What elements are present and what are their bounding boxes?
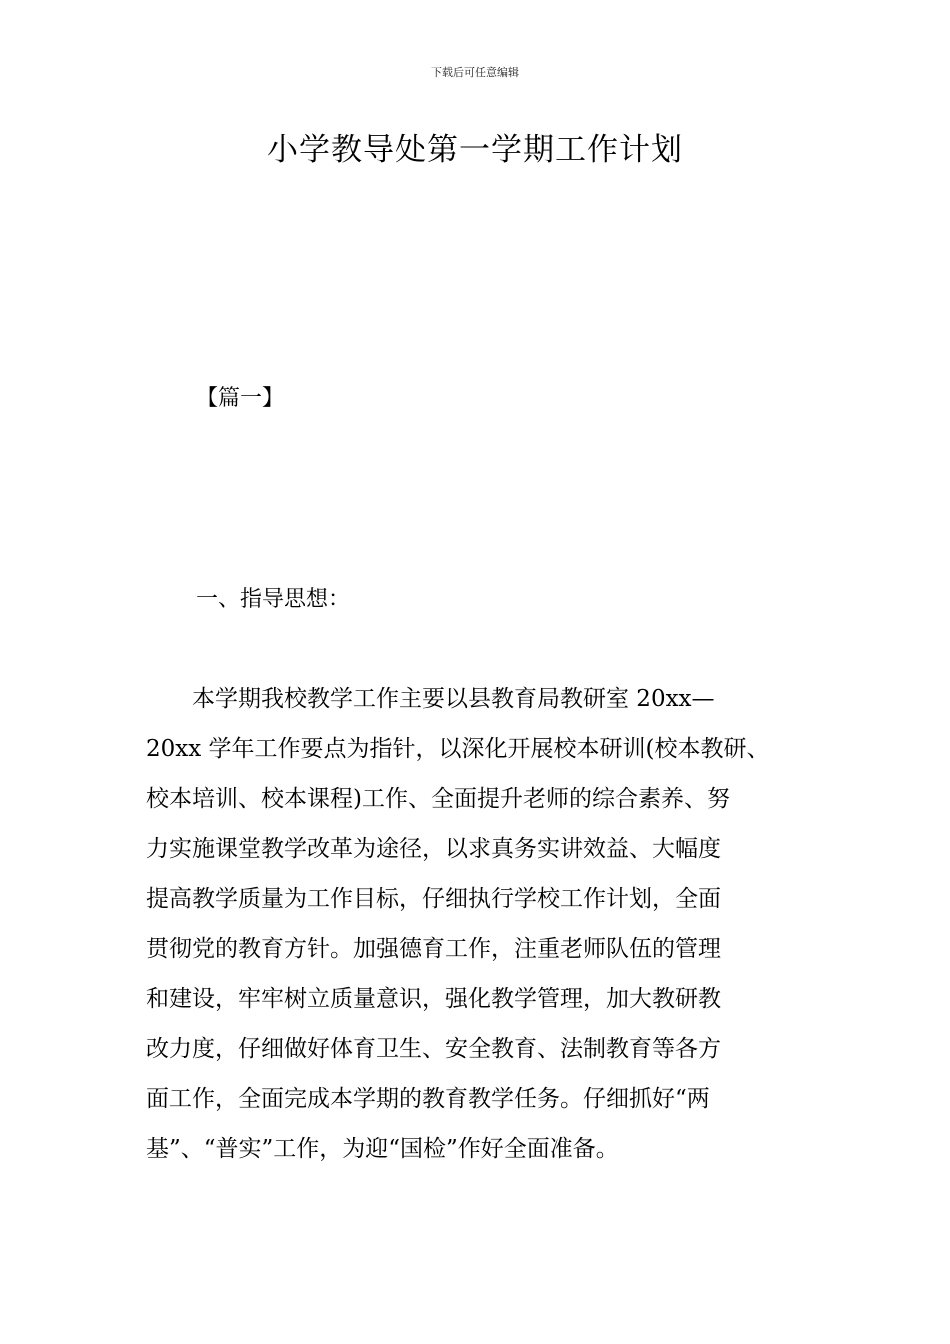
paragraph-line: 改力度，仔细做好体育卫生、安全教育、法制教育等各方 [146,1036,721,1062]
section-marker: 【篇一】 [196,386,285,411]
header-note: 下载后可任意编辑 [431,66,519,79]
section-heading: 一、指导思想： [196,587,351,612]
paragraph-line: 提高教学质量为工作目标，仔细执行学校工作计划，全面 [146,886,721,912]
paragraph-line: 和建设，牢牢树立质量意识，强化教学管理，加大教研教 [146,986,721,1012]
paragraph-line: 面工作，全面完成本学期的教育教学任务。仔细抓好“两 [146,1086,710,1112]
paragraph-line: 本学期我校教学工作主要以县教育局教研室 20xx— [146,686,715,712]
paragraph-line: 基”、“普实”工作，为迎“国检”作好全面准备。 [146,1136,619,1162]
paragraph-line: 20xx 学年工作要点为指针，以深化开展校本研训(校本教研、 [146,736,770,762]
document-title: 小学教导处第一学期工作计划 [267,132,683,168]
paragraph-line: 校本培训、校本课程)工作、全面提升老师的综合素养、努 [146,786,730,812]
paragraph-line: 力实施课堂教学改革为途径，以求真务实讲效益、大幅度 [146,836,721,862]
paragraph-line: 贯彻党的教育方针。加强德育工作，注重老师队伍的管理 [146,936,721,962]
